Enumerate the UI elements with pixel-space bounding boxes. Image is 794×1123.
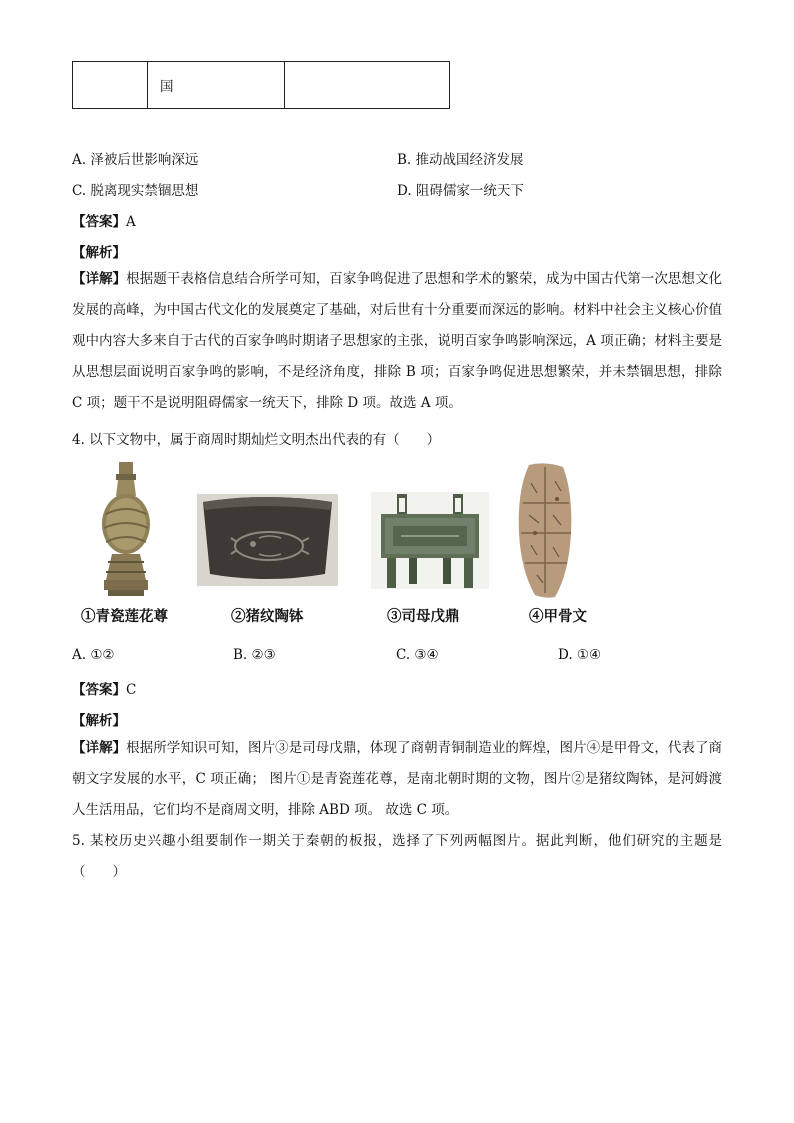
q4-option-c: C. ③④ [396, 647, 439, 663]
q4-stem: 4. 以下文物中，属于商周时期灿烂文明杰出代表的有（ ） [72, 432, 441, 448]
q3-option-b: B. 推动战国经济发展 [397, 152, 524, 168]
q3-option-a: A. 泽被后世影响深远 [72, 152, 199, 168]
detail-text: 根据所学知识可知，图片③是司母戊鼎，体现了商朝青铜制造业的辉煌，图片④是甲骨文，代表了商朝文字发展的水平，C 项正确； 图片①是青瓷莲花尊，是南北朝时期的文物，图片②是猪纹陶钵，是河姆渡人生活用品，它们均不是商周文明，排除 ABD 项。 故选 C 项。 [72, 740, 723, 818]
q3-detail [72, 264, 722, 419]
q4-detail [72, 733, 722, 826]
figure-caption-2: ②猪纹陶钵 [231, 608, 304, 625]
celadon-lotus-zun-image [100, 462, 152, 598]
pig-pattern-pottery-bowl-image [197, 494, 338, 586]
figure-caption-4: ④甲骨文 [529, 608, 587, 625]
oracle-bone-image [517, 463, 574, 599]
q4-option-a: A. ①② [72, 647, 115, 663]
q3-answer [72, 210, 136, 230]
simuwu-ding-image [371, 492, 489, 589]
detail-tag: 【详解】 [72, 740, 127, 756]
q4-analysis-tag: 【解析】 [72, 713, 126, 729]
q3-analysis-tag: 【解析】 [72, 245, 126, 261]
answer-tag: 【答案】 [72, 214, 126, 230]
answer-value: A [126, 214, 136, 230]
table-cell-3 [285, 62, 450, 109]
q3-option-c: C. 脱离现实禁锢思想 [72, 183, 199, 199]
q5-stem: 5. 某校历史兴趣小组要制作一期关于秦朝的板报，选择了下列两幅图片。据此判断，他们研究的主题是（ ） [72, 833, 722, 880]
q4-answer [72, 678, 136, 698]
figure-caption-1: ①青瓷莲花尊 [81, 608, 168, 625]
q3-option-d: D. 阻碍儒家一统天下 [397, 183, 524, 199]
answer-table [72, 61, 450, 109]
answer-tag: 【答案】 [72, 682, 126, 698]
q4-option-d: D. ①④ [558, 647, 602, 663]
table-cell-2: 国 [148, 62, 285, 109]
q4-option-b: B. ②③ [233, 647, 276, 663]
detail-tag: 【详解】 [72, 271, 127, 287]
figure-caption-3: ③司母戊鼎 [387, 608, 460, 625]
table-cell-1 [73, 62, 148, 109]
answer-value: C [126, 682, 137, 698]
detail-text: 根据题干表格信息结合所学可知，百家争鸣促进了思想和学术的繁荣，成为中国古代第一次思想文化发展的高峰，为中国古代文化的发展奠定了基础，对后世有十分重要而深远的影响。材料中社会主义核心价值观中内容大多来自于古代的百家争鸣时期诸子思想家的主张，说明百家争鸣影响深远，A 项正确；材料主要是从思想层面说明百家争鸣的影响，不是经济角度，排除 B 项；百家争鸣促进思想繁荣，并未禁锢思想，排除 C 项；题干不是说明阻碍儒家一统天下，排除 D 项。故选 A 项。 [72, 271, 723, 411]
